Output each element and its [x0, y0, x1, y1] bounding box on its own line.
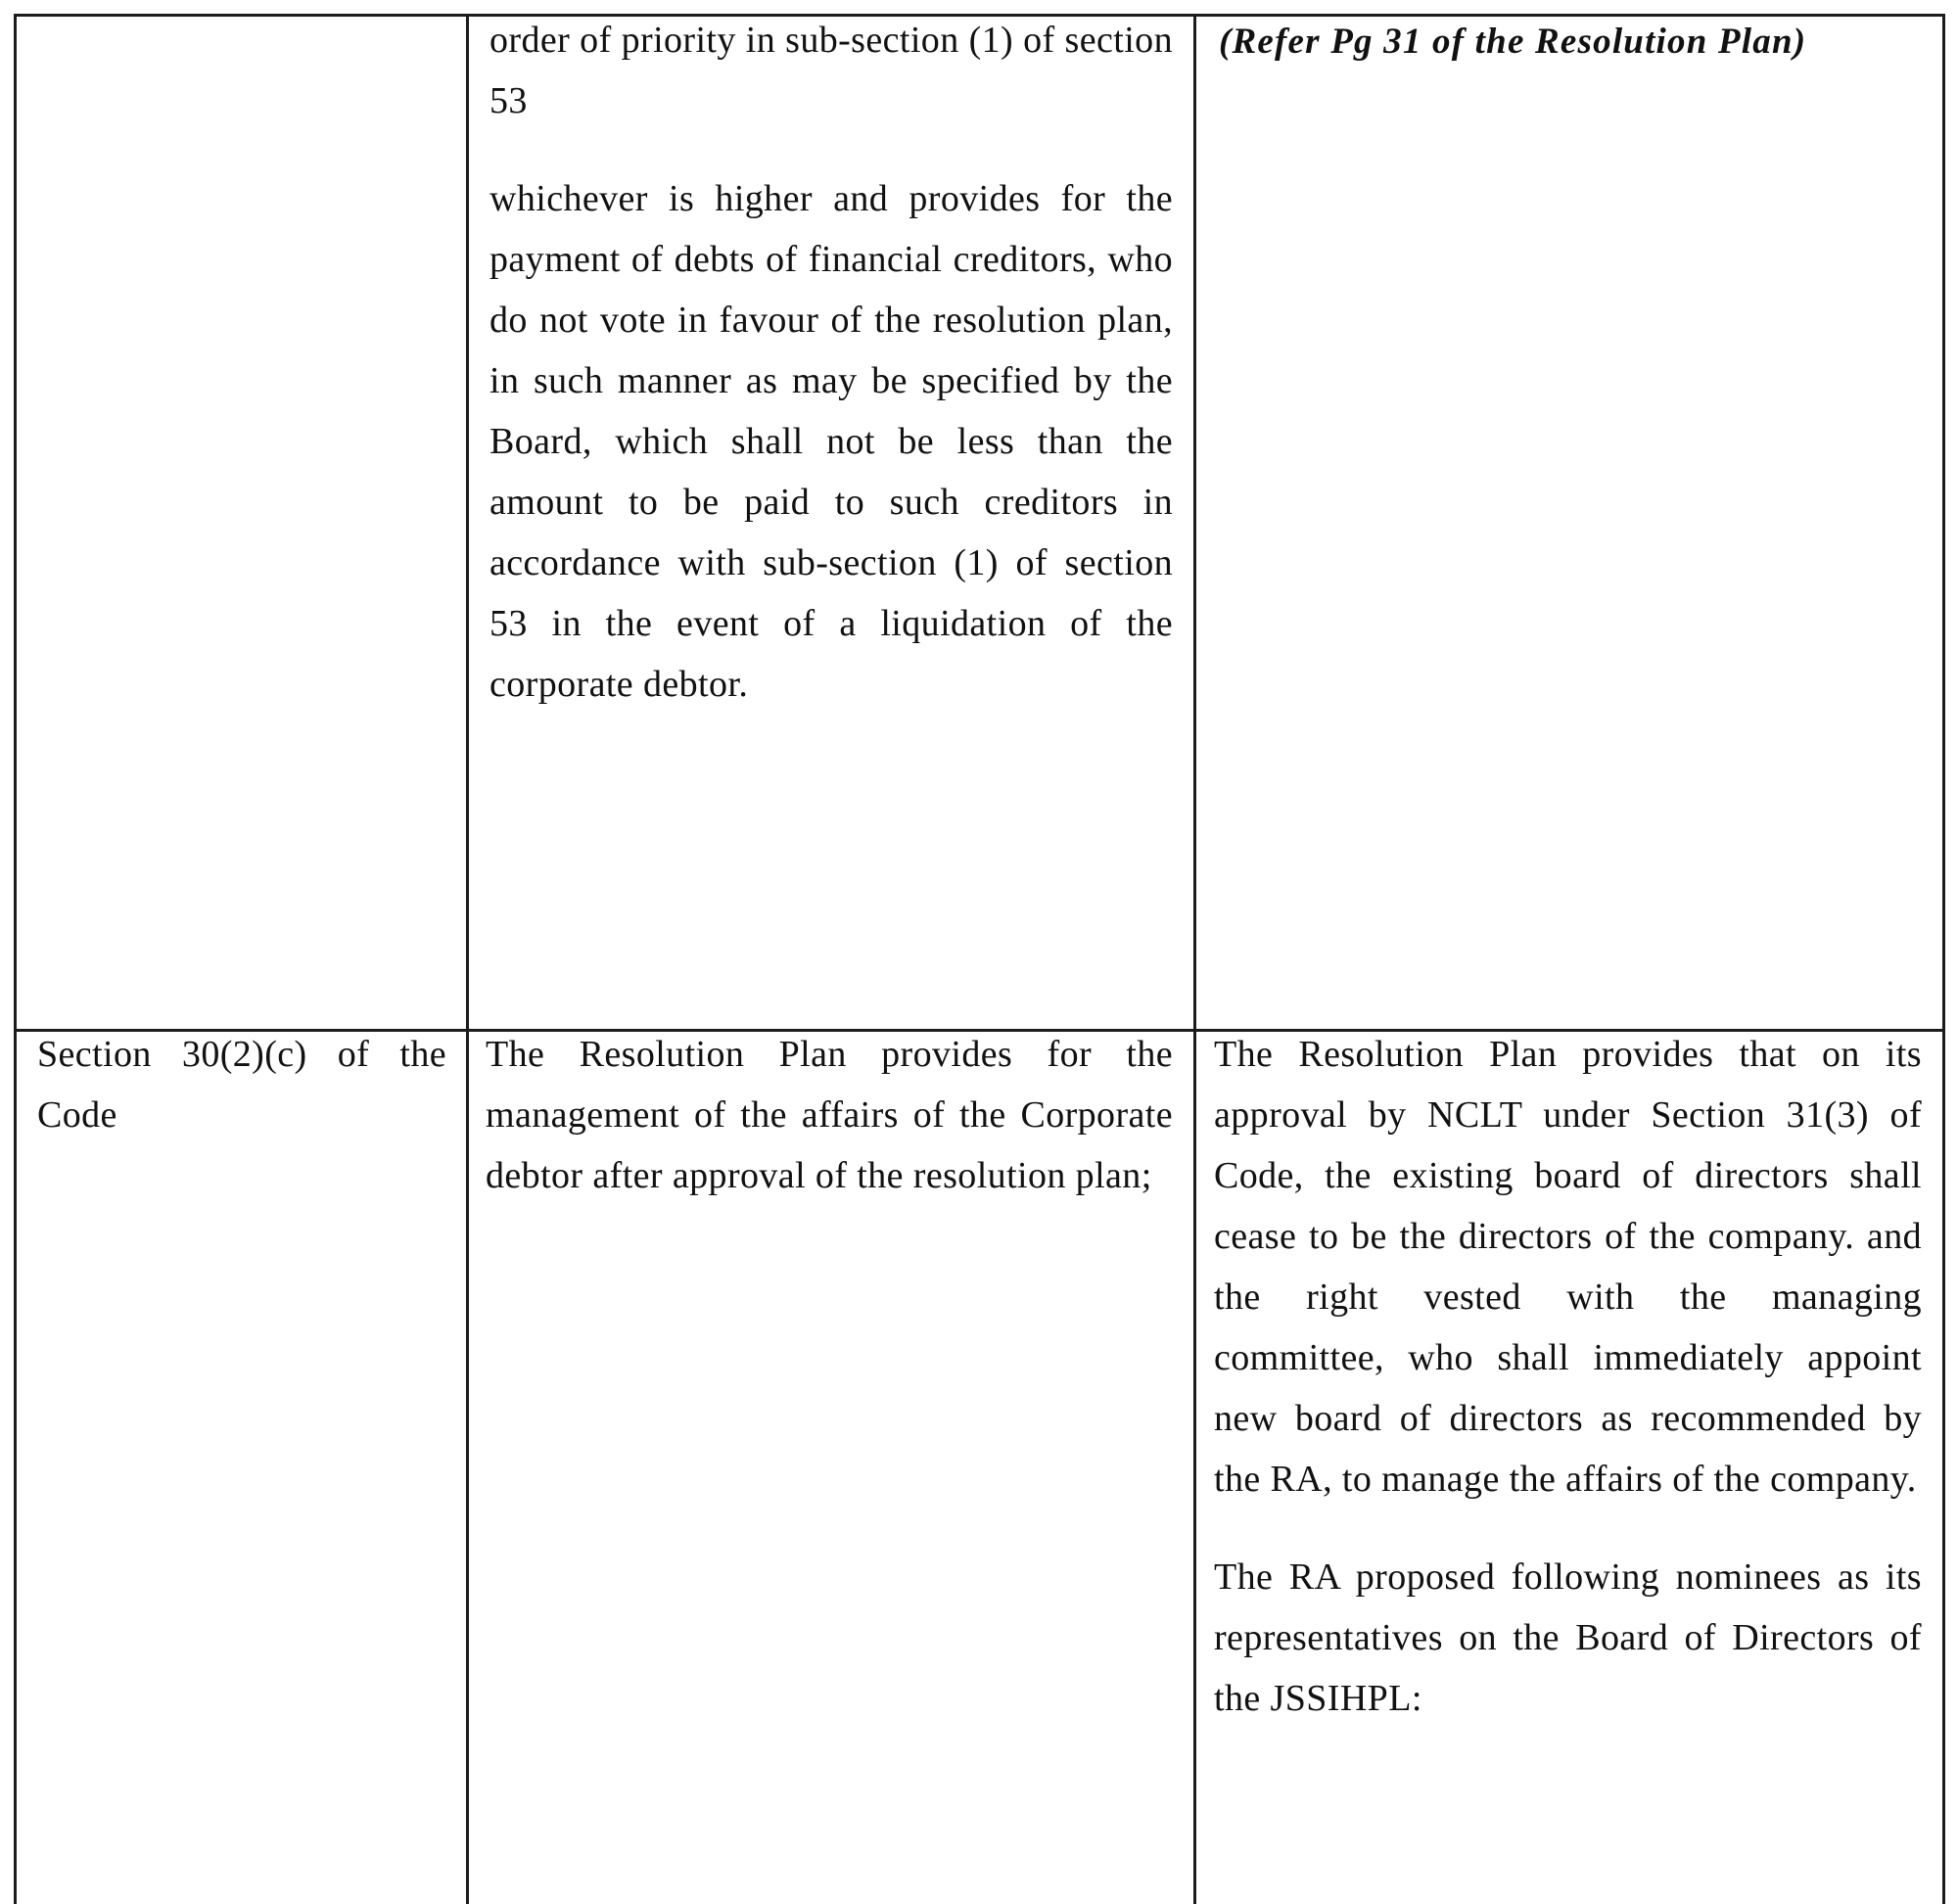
row1-col3-cell	[1219, 20, 1922, 65]
resolution-plan-reference: (Refer Pg 31 of the Resolution Plan)	[1219, 22, 1807, 62]
row2-col2-cell	[486, 1024, 1173, 1206]
row2-col2-paragraph: The Resolution Plan provides for the management of the affairs of the Corporate debtor after approval of the resolution plan;	[486, 1034, 1173, 1196]
table-right-border	[1942, 14, 1945, 1904]
row2-col3-paragraph-1: The Resolution Plan provides that on its approval by NCLT under Section 31(3) of Code, the existing board of directors shall cease to be the directors of the company. and the right vested with the managing committee, who shall immediately appoint new board of directors as recommended by the RA, to manage the affairs of the company.	[1214, 1034, 1922, 1500]
column-divider-2	[1193, 14, 1196, 1904]
column-divider-1	[466, 14, 469, 1904]
row1-col2-paragraph-1: order of priority in sub-section (1) of section 53	[489, 20, 1173, 121]
row2-col3-cell	[1214, 1024, 1922, 1729]
row1-col2-paragraph-2: whichever is higher and provides for the payment of debts of financial creditors, who do not vote in favour of the resolution plan, in such manner as may be specified by the Board, which shall not be less than the amount to be paid to such creditors in accordance with sub-section (1) of section 53 in the event of a liquidation of the corporate debtor.	[489, 178, 1173, 705]
row2-col3-paragraph-2: The RA proposed following nominees as its representatives on the Board of Directors of the JSSIHPL:	[1214, 1556, 1922, 1719]
row2-col1-cell	[37, 1024, 446, 1145]
code-section-label: Section 30(2)(c) of the Code	[37, 1034, 446, 1136]
row1-col2-cell	[489, 10, 1173, 715]
table-left-border	[14, 14, 17, 1904]
